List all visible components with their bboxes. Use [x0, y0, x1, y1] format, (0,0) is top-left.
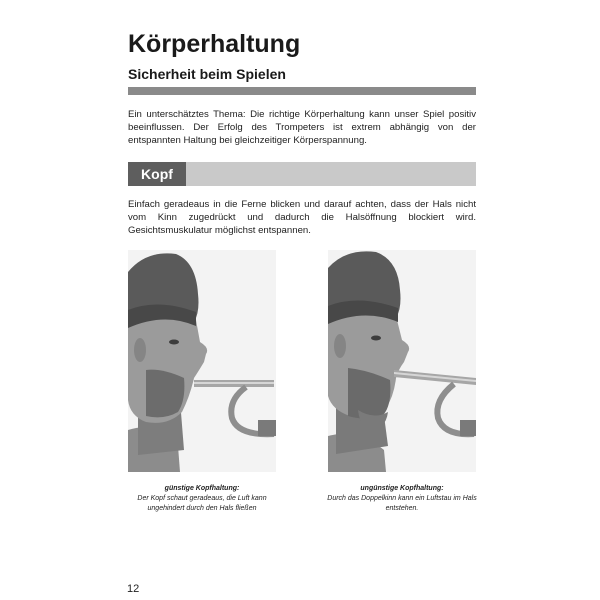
divider-rule: [128, 87, 476, 95]
intro-paragraph: Ein unterschätztes Thema: Die richtige Körperhaltung kann unser Spiel positiv beeinflussen. Der Erfolg des Trompeters ist extrem abhängig von der entspannten Haltung bei gleichzeitiger Körperspannung.: [128, 109, 476, 147]
section-paragraph: Einfach geradeaus in die Ferne blicken und darauf achten, dass der Hals nicht vom Kinn zugedrückt und dadurch die Halsöffnung blockiert wird. Gesichtsmuskulatur möglichst entspannen.: [128, 199, 476, 237]
section-label: Kopf: [128, 162, 186, 186]
photo-caption-bad: [322, 484, 482, 514]
page-title: Körperhaltung: [128, 30, 301, 58]
trumpet-player-photo-good-posture-icon: [128, 250, 276, 472]
photo-caption-good: [122, 484, 282, 514]
caption-title: ungünstige Kopfhaltung:: [360, 485, 444, 492]
trumpet-player-photo-bad-posture: [328, 250, 476, 472]
caption-title: günstige Kopfhaltung:: [164, 485, 240, 492]
section-header-bar: [128, 162, 476, 186]
page-subtitle: Sicherheit beim Spielen: [128, 66, 286, 82]
trumpet-player-photo-bad-posture-icon: [328, 250, 476, 472]
caption-text: Durch das Doppelkinn kann ein Luftstau im Hals entstehen.: [327, 495, 477, 512]
trumpet-player-photo-good-posture: [128, 250, 276, 472]
caption-text: Der Kopf schaut geradeaus, die Luft kann ungehindert durch den Hals fließen: [137, 495, 267, 512]
page-number: 12: [127, 583, 140, 595]
